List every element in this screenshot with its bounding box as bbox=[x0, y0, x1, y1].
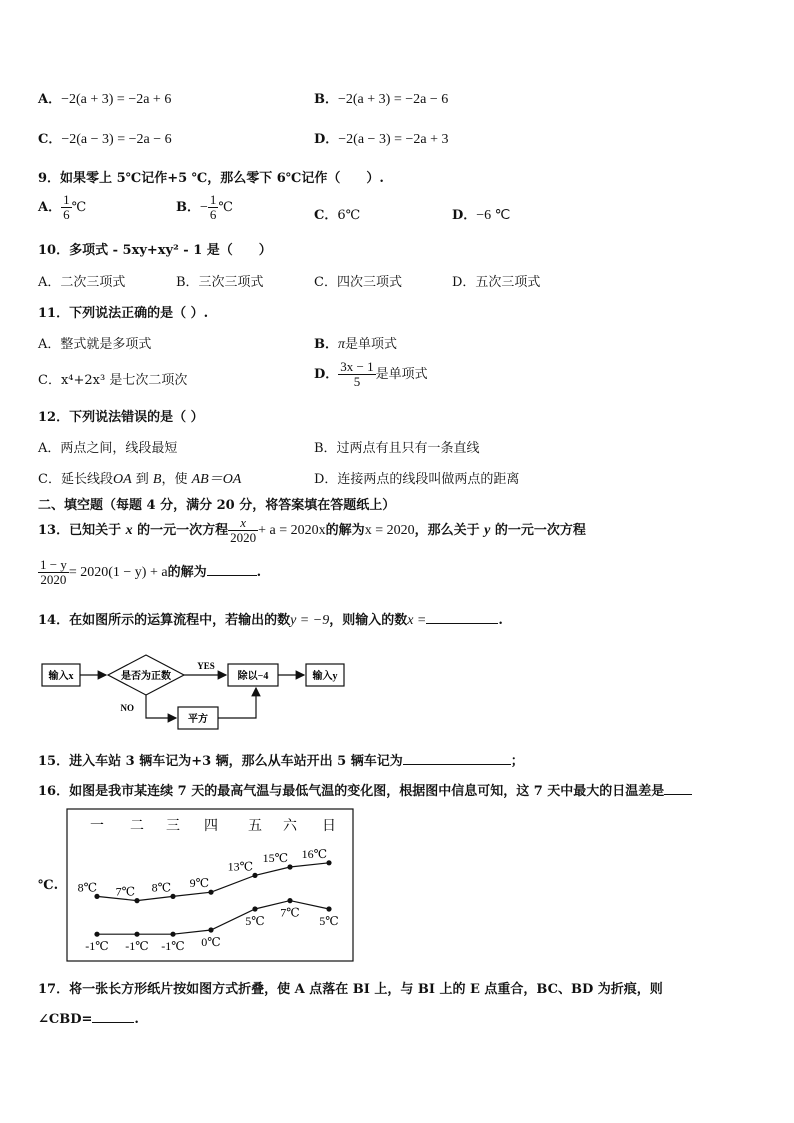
q9-a-fraction: $\frac{1}{6}$ bbox=[63, 192, 70, 222]
chart-category-label: 二 bbox=[130, 819, 144, 834]
chart-point bbox=[94, 932, 99, 937]
chart-point bbox=[170, 894, 175, 899]
chart-category-label: 四 bbox=[204, 819, 218, 834]
q11-d-fraction: $\frac{3x - 1}{5}$ bbox=[340, 359, 374, 389]
chart-category-label: 三 bbox=[166, 819, 180, 834]
chart-data-label: 16℃ bbox=[301, 846, 327, 861]
q12-option-d: D．连接两点的线段叫做两点的距离 bbox=[314, 472, 520, 487]
q8-d-expr: −2(a − 3) = −2a + 3 bbox=[338, 132, 449, 147]
chart-category-label: 日 bbox=[322, 819, 336, 834]
q9-option-a: A． $\frac{1}{6}$ ℃ bbox=[38, 192, 87, 222]
chart-data-label: -1℃ bbox=[125, 939, 149, 954]
q11-stem: 11．下列说法正确的是（ ）. bbox=[38, 306, 209, 321]
flow-input-label: 输入x bbox=[48, 671, 74, 682]
chart-category-label: 六 bbox=[283, 819, 297, 834]
chart-data-label: 5℃ bbox=[319, 914, 339, 928]
q11-option-b: B．π是单项式 bbox=[314, 337, 398, 352]
flow-arrow-no bbox=[146, 695, 176, 718]
chart-point bbox=[208, 927, 213, 932]
chart-category-label: 一 bbox=[90, 819, 104, 834]
q8-b-expr: −2(a + 3) = −2a − 6 bbox=[338, 92, 449, 107]
q10-option-a: A．二次三项式 bbox=[38, 275, 126, 290]
q15-answer-blank[interactable] bbox=[403, 764, 511, 765]
chart-point bbox=[287, 864, 292, 869]
q17-stem: 17．将一张长方形纸片按如图方式折叠，使 A 点落在 BI 上，与 BI 上的 E 点重合，BC、BD 为折痕，则 bbox=[38, 982, 663, 997]
chart-point bbox=[208, 890, 213, 895]
section-title-fill-blank: 二、填空题（每题 4 分，满分 20 分，将答案填在答题纸上） bbox=[38, 498, 396, 513]
q9-b-fraction: $\frac{1}{6}$ bbox=[209, 192, 217, 222]
flow-decision-label: 是否为正数 bbox=[121, 671, 171, 682]
q8-a-expr: −2(a + 3) = −2a + 6 bbox=[61, 92, 172, 107]
flow-square-label: 平方 bbox=[188, 714, 208, 725]
q14-flowchart bbox=[38, 650, 348, 730]
chart-point bbox=[252, 906, 257, 911]
chart-data-label: 7℃ bbox=[280, 905, 300, 920]
chart-point bbox=[326, 906, 331, 911]
chart-point bbox=[252, 873, 257, 878]
q8-option-a: A．−2(a + 3) = −2a + 6 bbox=[38, 92, 172, 107]
chart-data-label: 5℃ bbox=[245, 914, 265, 928]
chart-category-label: 五 bbox=[248, 819, 262, 834]
q12-stem: 12．下列说法错误的是（ ） bbox=[38, 410, 204, 425]
q9-stem: 9．如果零上 5℃记作+5 ℃，那么零下 6℃记作（ ）. bbox=[38, 171, 384, 186]
q12-option-b: B．过两点有且只有一条直线 bbox=[314, 441, 480, 456]
chart-data-label: 8℃ bbox=[151, 880, 171, 895]
q13-line2: $\frac{1 - y}{2020}$ = 2020(1 − y) + a的解为 . bbox=[40, 557, 262, 587]
q8-c-expr: −2(a − 3) = −2a − 6 bbox=[61, 132, 172, 147]
chart-point bbox=[134, 932, 139, 937]
chart-data-label: 8℃ bbox=[77, 880, 97, 895]
chart-data-label: 13℃ bbox=[227, 859, 253, 874]
q14-stem: 14．在如图所示的运算流程中，若输出的数y = −9，则输入的数x = . bbox=[38, 613, 503, 628]
q16-temperature-chart bbox=[66, 808, 354, 962]
chart-data-label: -1℃ bbox=[85, 939, 109, 954]
q10-option-c: C．四次三项式 bbox=[314, 275, 402, 290]
chart-point bbox=[287, 898, 292, 903]
q8-option-d: D．−2(a − 3) = −2a + 3 bbox=[314, 132, 449, 147]
q16-answer-blank[interactable] bbox=[664, 794, 692, 795]
q10-stem: 10．多项式 - 5xy+xy² - 1 是（ ） bbox=[38, 243, 272, 258]
chart-data-label: 0℃ bbox=[201, 935, 221, 949]
q13-line1: 13．已知关于 x 的一元一次方程 $\frac{x}{2020}$ + a = 2020x的解为x = 2020，那么关于 y 的一元一次方程 bbox=[38, 515, 586, 545]
chart-data-label: -1℃ bbox=[161, 939, 185, 954]
q17-answer-blank[interactable] bbox=[92, 1022, 134, 1023]
q8-option-c: C．−2(a − 3) = −2a − 6 bbox=[38, 132, 172, 147]
chart-point bbox=[94, 894, 99, 899]
q10-option-d: D．五次三项式 bbox=[452, 275, 541, 290]
q12-option-a: A．两点之间，线段最短 bbox=[38, 441, 178, 456]
chart-point bbox=[134, 898, 139, 903]
q8-option-b: B．−2(a + 3) = −2a − 6 bbox=[314, 92, 449, 107]
q13-answer-blank[interactable] bbox=[207, 575, 257, 576]
q16-stem: 16．如图是我市某连续 7 天的最高气温与最低气温的变化图，根据图中信息可知，这 7 天中最大的日温差是 bbox=[38, 780, 692, 799]
chart-data-label: 9℃ bbox=[189, 876, 209, 891]
q9-option-d: D．−6 ℃ bbox=[452, 208, 511, 223]
flow-no-label: NO bbox=[120, 703, 134, 713]
chart-data-label: 7℃ bbox=[115, 884, 135, 899]
q17-line2: ∠CBD= . bbox=[38, 1012, 139, 1027]
q11-option-c: C．x⁴+2x³ 是七次二项次 bbox=[38, 373, 188, 388]
q9-option-c: C．6℃ bbox=[314, 208, 361, 223]
q13-fraction-2: $\frac{1 - y}{2020}$ bbox=[40, 557, 67, 587]
q13-fraction-1: $\frac{x}{2020}$ bbox=[230, 515, 257, 545]
q10-option-b: B．三次三项式 bbox=[176, 275, 264, 290]
flow-output-label: 输入y bbox=[312, 671, 338, 682]
q12-option-c: C．延长线段OA 到 B，使 AB＝OA bbox=[38, 472, 242, 487]
q14-answer-blank[interactable] bbox=[426, 623, 498, 624]
chart-point bbox=[170, 932, 175, 937]
q11-option-d: D． $\frac{3x - 1}{5}$ 是单项式 bbox=[314, 359, 428, 389]
chart-point bbox=[326, 860, 331, 865]
flow-yes-label: YES bbox=[197, 661, 215, 671]
q15-stem: 15．进入车站 3 辆车记为+3 辆，那么从车站开出 5 辆车记为 ； bbox=[38, 754, 524, 769]
q11-option-a: A．整式就是多项式 bbox=[38, 337, 152, 352]
q9-option-b: B．− $\frac{1}{6}$ ℃ bbox=[176, 192, 233, 222]
flow-divide-label: 除以−4 bbox=[237, 671, 269, 682]
chart-data-label: 15℃ bbox=[262, 851, 288, 865]
flow-arrow-loop bbox=[218, 688, 256, 718]
chart-y-label: ℃. bbox=[38, 878, 59, 893]
